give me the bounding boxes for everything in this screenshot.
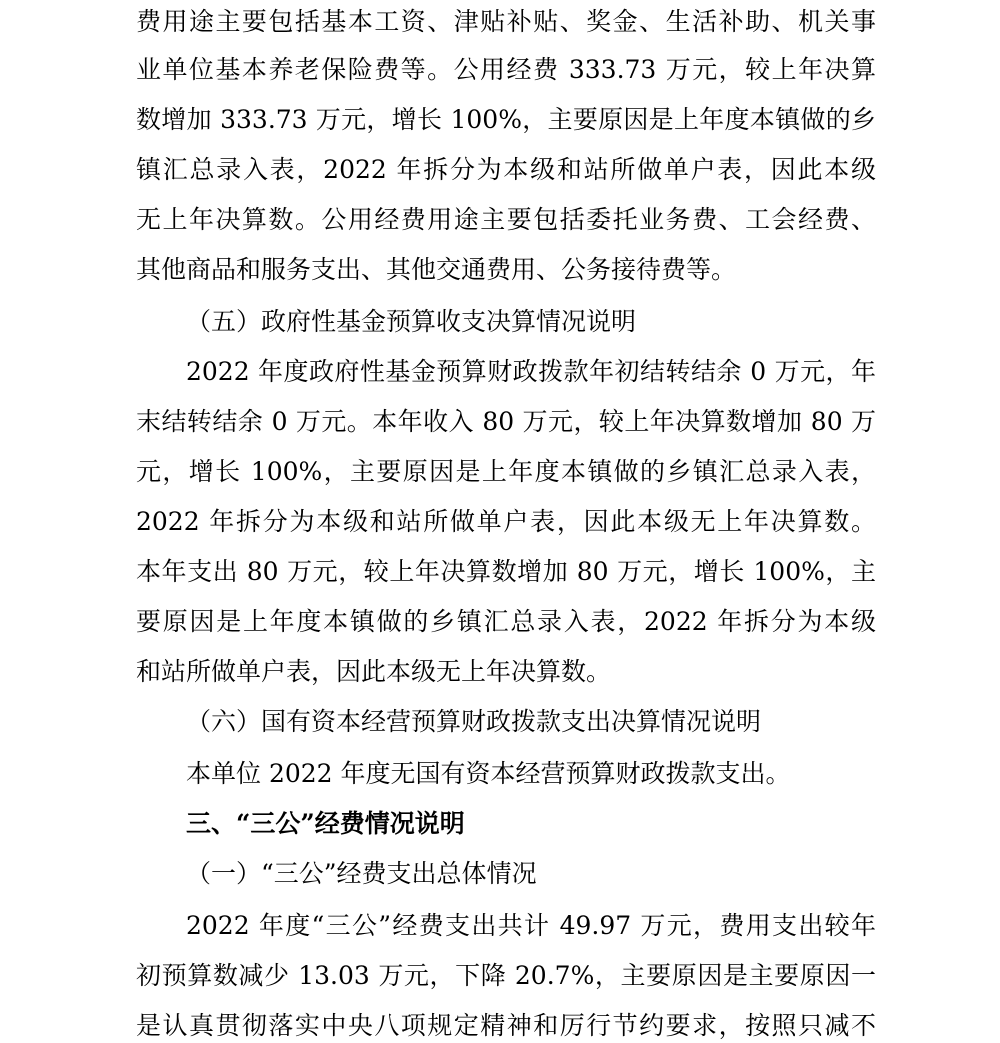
paragraph-line: 2022 年度政府性基金预算财政拨款年初结转结余 0 万元，年 — [186, 357, 876, 386]
paragraph-line: 数增加 333.73 万元，增长 100%，主要原因是上年度本镇做的乡 — [136, 105, 876, 134]
paragraph-line: 无上年决算数。公用经费用途主要包括委托业务费、工会经费、 — [136, 205, 876, 234]
paragraph-line: 要原因是上年度本镇做的乡镇汇总录入表，2022 年拆分为本级 — [136, 607, 876, 636]
paragraph-line: 2022 年拆分为本级和站所做单户表，因此本级无上年决算数。 — [136, 507, 876, 536]
paragraph-line: 本年支出 80 万元，较上年决算数增加 80 万元，增长 100%，主 — [136, 557, 876, 586]
paragraph-line: 2022 年度“三公”经费支出共计 49.97 万元，费用支出较年 — [186, 911, 876, 940]
paragraph-line: 其他商品和服务支出、其他交通费用、公务接待费等。 — [136, 255, 737, 284]
paragraph-line: 业单位基本养老保险费等。公用经费 333.73 万元，较上年决算 — [136, 55, 876, 84]
paragraph-line: 末结转结余 0 万元。本年收入 80 万元，较上年决算数增加 80 万 — [136, 407, 876, 436]
paragraph-line: 初预算数减少 13.03 万元，下降 20.7%，主要原因是主要原因一 — [136, 961, 876, 990]
section-heading-5: （五）政府性基金预算收支决算情况说明 — [186, 307, 637, 336]
paragraph-line: 费用途主要包括基本工资、津贴补贴、奖金、生活补助、机关事 — [136, 7, 876, 36]
section-heading-6: （六）国有资本经营预算财政拨款支出决算情况说明 — [186, 707, 762, 736]
paragraph-line: 元，增长 100%，主要原因是上年度本镇做的乡镇汇总录入表， — [136, 457, 876, 486]
paragraph-line: 本单位 2022 年度无国有资本经营预算财政拨款支出。 — [186, 759, 791, 788]
subsection-heading-1: （一）“三公”经费支出总体情况 — [186, 859, 537, 888]
paragraph-line: 镇汇总录入表，2022 年拆分为本级和站所做单户表，因此本级 — [136, 155, 876, 184]
section-heading-3: 三、“三公”经费情况说明 — [186, 809, 465, 838]
paragraph-line: 是认真贯彻落实中央八项规定精神和厉行节约要求，按照只减不 — [136, 1011, 876, 1040]
paragraph-line: 和站所做单户表，因此本级无上年决算数。 — [136, 657, 612, 686]
